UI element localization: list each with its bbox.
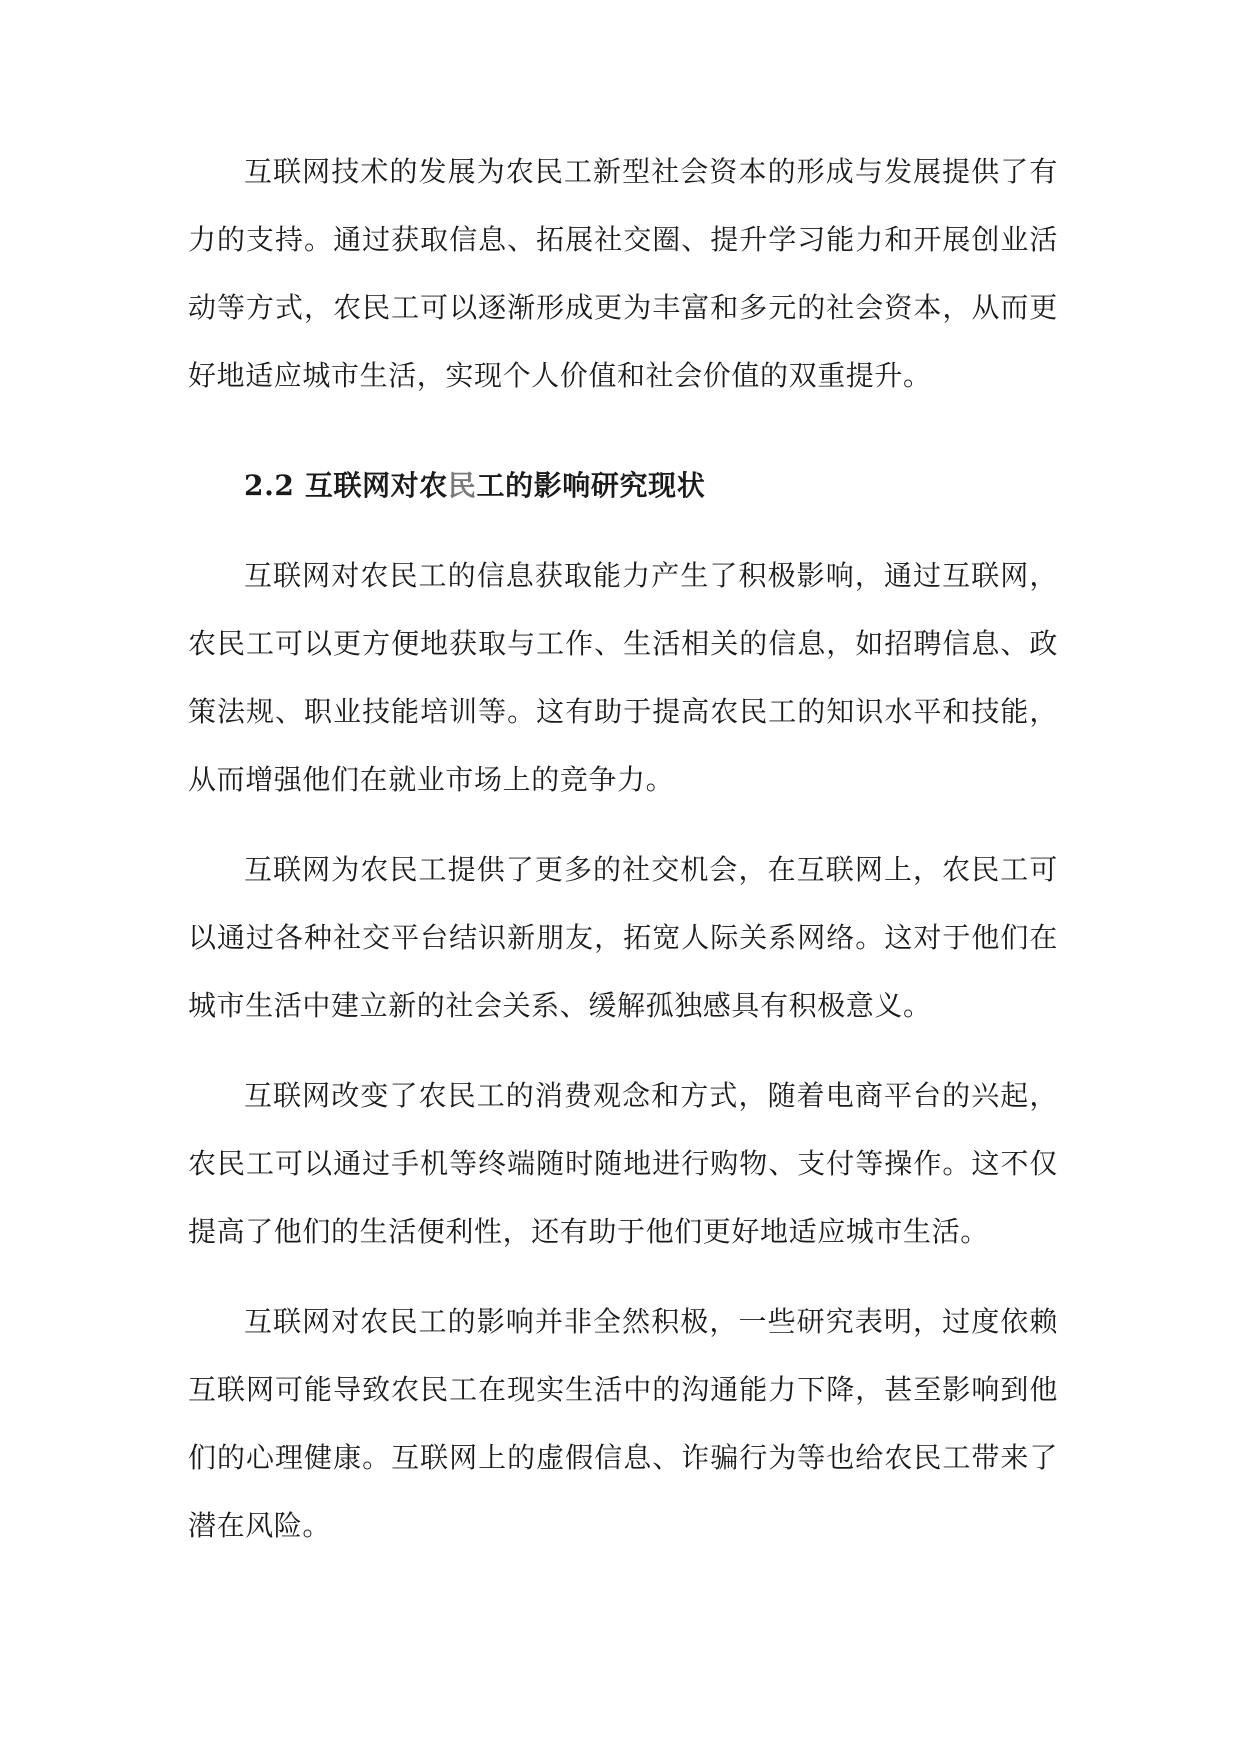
document-page — [188, 138, 1058, 1560]
section-number: 2.2 — [244, 469, 295, 502]
intro-paragraph: 互联网技术的发展为农民工新型社会资本的形成与发展提供了有力的支持。通过获取信息、拓展社交圈、提升学习能力和开展创业活动等方式，农民工可以逐渐形成更为丰富和多元的社会资本，从而更好地适应城市生活，实现个人价值和社会价值的双重提升。 — [188, 155, 1058, 392]
body-paragraph-3: 互联网改变了农民工的消费观念和方式，随着电商平台的兴起，农民工可以通过手机等终端随时随地进行购物、支付等操作。这不仅提高了他们的生活便利性，还有助于他们更好地适应城市生活。 — [188, 1079, 1058, 1248]
section-title-part-1: 互联网对农 — [304, 469, 448, 502]
body-paragraph-4: 互联网对农民工的影响并非全然积极，一些研究表明，过度依赖互联网可能导致农民工在现实生活中的沟通能力下降，甚至影响到他们的心理健康。互联网上的虚假信息、诈骗行为等也给农民工带来了潜在风险。 — [188, 1305, 1058, 1542]
body-paragraph-1: 互联网对农民工的信息获取能力产生了积极影响，通过互联网，农民工可以更方便地获取与工作、生活相关的信息，如招聘信息、政策法规、职业技能培训等。这有助于提高农民工的知识水平和技能，从而增强他们在就业市场上的竞争力。 — [188, 559, 1058, 796]
section-title-part-2: 工的影响研究现状 — [476, 469, 706, 502]
body-paragraph-2: 互联网为农民工提供了更多的社交机会，在互联网上，农民工可以通过各种社交平台结识新朋友，拓宽人际关系网络。这对于他们在城市生活中建立新的社会关系、缓解孤独感具有积极意义。 — [188, 853, 1058, 1022]
section-heading — [188, 452, 1058, 520]
section-title-highlight: 民 — [447, 469, 477, 502]
